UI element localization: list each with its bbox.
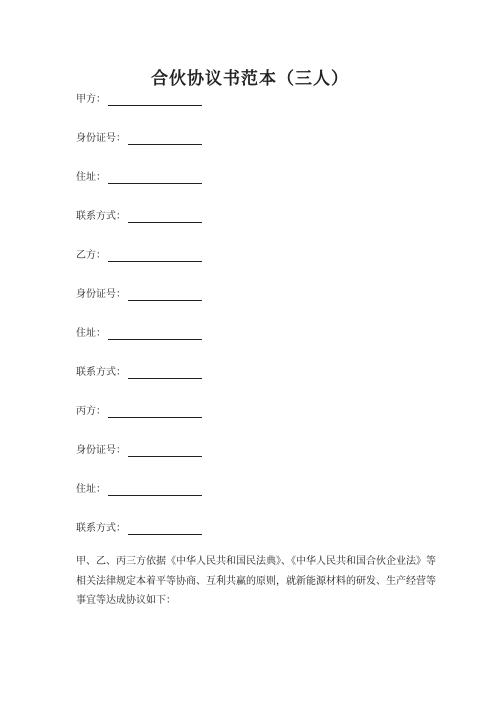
party-a-name-label: 甲方： [76,94,106,105]
party-a-id-blank [128,133,202,145]
intro-paragraph: 甲、乙、丙三方依据《中华人民共和国民法典》、《中华人民共和国合伙企业法》等相关法律规定本着平等协商、互利共赢的原则，就新能源材料的研发、生产经营等事宜等达成协议如下： [76,556,436,606]
party-b-name-field [76,246,202,262]
party-b-contact-label: 联系方式： [76,367,126,378]
party-c-contact-label: 联系方式： [76,523,126,534]
party-a-name-field [76,90,202,106]
party-c-address-label: 住址： [76,484,106,495]
party-a-name-blank [108,94,202,106]
party-a-address-label: 住址： [76,172,106,183]
party-b-address-blank [108,328,202,340]
party-c-name-field [76,402,202,418]
party-b-id-field [76,285,202,301]
party-c-id-blank [128,445,202,457]
party-b-address-field [76,324,202,340]
party-c-id-label: 身份证号： [76,445,126,456]
party-c-name-blank [108,406,202,418]
party-b-id-blank [128,289,202,301]
party-b-name-blank [108,250,202,262]
party-c-contact-blank [128,523,202,535]
party-a-id-label: 身份证号： [76,133,126,144]
party-a-contact-label: 联系方式： [76,211,126,222]
document-title: 合伙协议书范本（三人） [151,69,349,89]
party-b-contact-blank [128,367,202,379]
party-b-contact-field [76,363,202,379]
party-a-id-field [76,129,202,145]
party-c-address-blank [108,484,202,496]
party-a-contact-field [76,207,202,223]
party-c-address-field [76,480,202,496]
party-c-contact-field [76,519,202,535]
party-a-address-field [76,168,202,184]
party-b-address-label: 住址： [76,328,106,339]
party-b-name-label: 乙方： [76,250,106,261]
party-a-contact-blank [128,211,202,223]
party-c-name-label: 丙方： [76,406,106,417]
party-a-address-blank [108,172,202,184]
party-c-id-field [76,441,202,457]
party-b-id-label: 身份证号： [76,289,126,300]
